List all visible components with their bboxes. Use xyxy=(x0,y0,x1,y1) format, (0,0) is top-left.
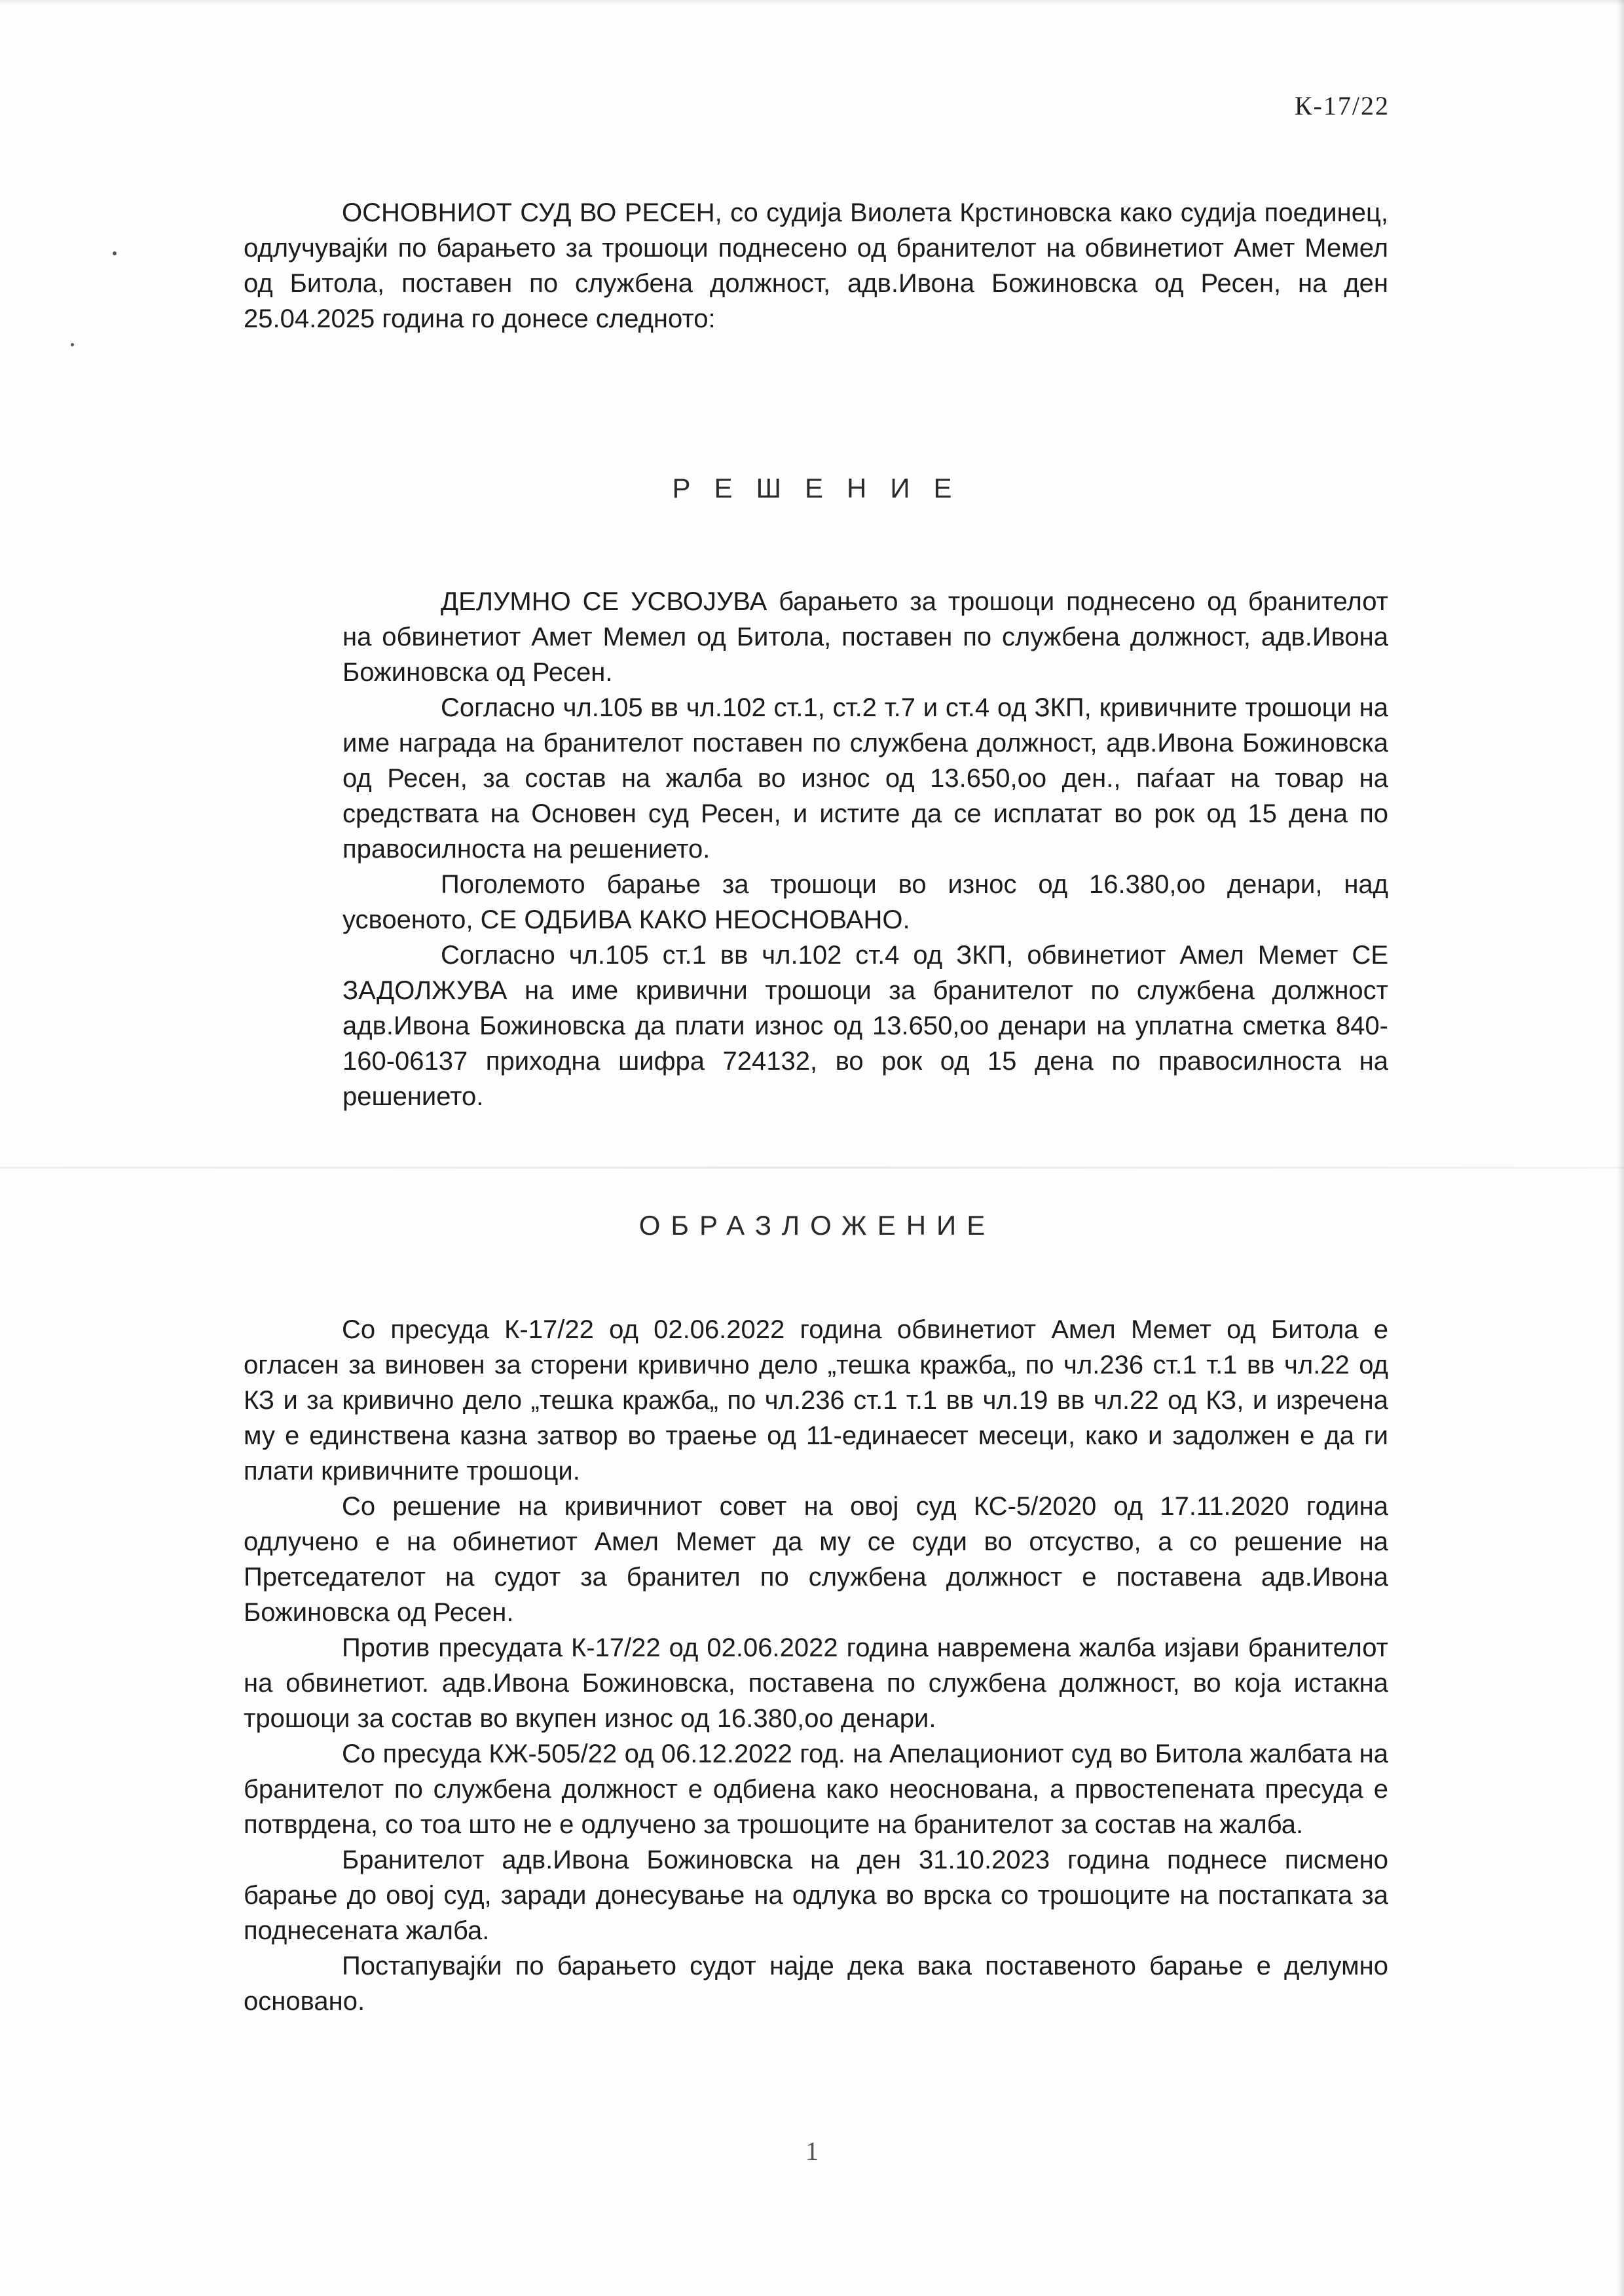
operative-paragraph: Согласно чл.105 ст.1 вв чл.102 ст.4 од ЗКП, обвинетиот Амел Мемет СЕ ЗАДОЛЖУВА на име кривични трошоци за бранителот по службена должност адв.Ивона Божиновска да плати износ од 13.650,оо денари на уплатна сметка 840-160-06137 приходна шифра 724132, во рок од 15 дена по правосилноста на решението. xyxy=(342,941,1388,1111)
operative-paragraph: Поголемото барање за трошоци во износ од 16.380,оо денари, над усвоеното, СЕ ОДБИВА КАКО НЕОСНОВАНО. xyxy=(342,870,1388,934)
case-number: К-17/22 xyxy=(1294,91,1390,120)
intro-paragraph xyxy=(244,195,1388,337)
reasoning-paragraph: Со пресуда КЖ-505/22 од 06.12.2022 год. на Апелациониот суд во Битола жалбата на бранителот по службена должност е одбиена како неоснована, а првостепената пресуда е потврдена, со тоа што не е одлучено за трошоците на бранителот за состав на жалба. xyxy=(244,1740,1388,1839)
page-number: 1 xyxy=(805,2136,819,2166)
scan-speck xyxy=(113,251,117,255)
scan-speck xyxy=(71,343,74,346)
operative-paragraph: ДЕЛУМНО СЕ УСВОЈУВА барањето за трошоци поднесено од бранителот на обвинетиот Амет Мемел од Битола, поставен по службена должност, адв.Ивона Божиновска од Ресен. xyxy=(342,587,1388,687)
reasoning-paragraph: Постапувајќи по барањето судот најде дека вака поставеното барање е делумно основано. xyxy=(244,1952,1388,2016)
intro-text: ОСНОВНИОТ СУД ВО РЕСЕН, со судија Виолета Крстиновска како судија поединец, одлучувајќи по барањето за трошоци поднесено од бранителот на обвинетиот Амет Мемел од Битола, поставен по службена должност, адв.Ивона Божиновска од Ресен, на ден 25.04.2025 година го донесе следното: xyxy=(244,198,1388,333)
decision-heading: РЕШЕНИЕ xyxy=(672,473,976,503)
reasoning-section xyxy=(244,1312,1388,2019)
reasoning-heading: ОБРАЗЛОЖЕНИЕ xyxy=(638,1210,996,1241)
scan-edge-top xyxy=(0,0,1624,5)
operative-paragraph: Согласно чл.105 вв чл.102 ст.1, ст.2 т.7 и ст.4 од ЗКП, кривичните трошоци на име награда на бранителот поставен по службена должност, адв.Ивона Божиновска од Ресен, за состав на жалба во износ од 13.650,оо ден., паѓаат на товар на средствата на Основен суд Ресен, и истите да се исплатат во рок од 15 дена по правосилноста на решението. xyxy=(342,693,1388,864)
reasoning-paragraph: Со пресуда К-17/22 од 02.06.2022 година обвинетиот Амел Мемет од Битола е огласен за виновен за сторени кривично дело „тешка кражба„ по чл.236 ст.1 т.1 вв чл.22 од КЗ и за кривично дело „тешка кражба„ по чл.236 ст.1 т.1 вв чл.19 вв чл.22 од КЗ, и изречена му е единствена казна затвор во траење од 11-единаесет месеци, како и задолжен е да ги плати кривичните трошоци. xyxy=(244,1315,1388,1485)
operative-section xyxy=(342,584,1388,1114)
reasoning-paragraph: Бранителот адв.Ивона Божиновска на ден 31.10.2023 година поднесе писмено барање до овој суд, заради донесување на одлука во врска со трошоците на постапката за поднесената жалба. xyxy=(244,1846,1388,1945)
reasoning-paragraph: Против пресудата К-17/22 од 02.06.2022 година навремена жалба изјави бранителот на обвинетиот. адв.Ивона Божиновска, поставена по службена должност, во која истакна трошоци за состав во вкупен износ од 16.380,оо денари. xyxy=(244,1633,1388,1733)
scan-edge-right xyxy=(1617,0,1624,2296)
paper-fold-line xyxy=(0,1167,1624,1169)
reasoning-paragraph: Со решение на кривичниот совет на овој суд КС-5/2020 од 17.11.2020 година одлучено е на обинетиот Амел Мемет да му се суди во отсуство, а со решение на Претседателот на судот за бранител по службена должност е поставена адв.Ивона Божиновска од Ресен. xyxy=(244,1492,1388,1627)
